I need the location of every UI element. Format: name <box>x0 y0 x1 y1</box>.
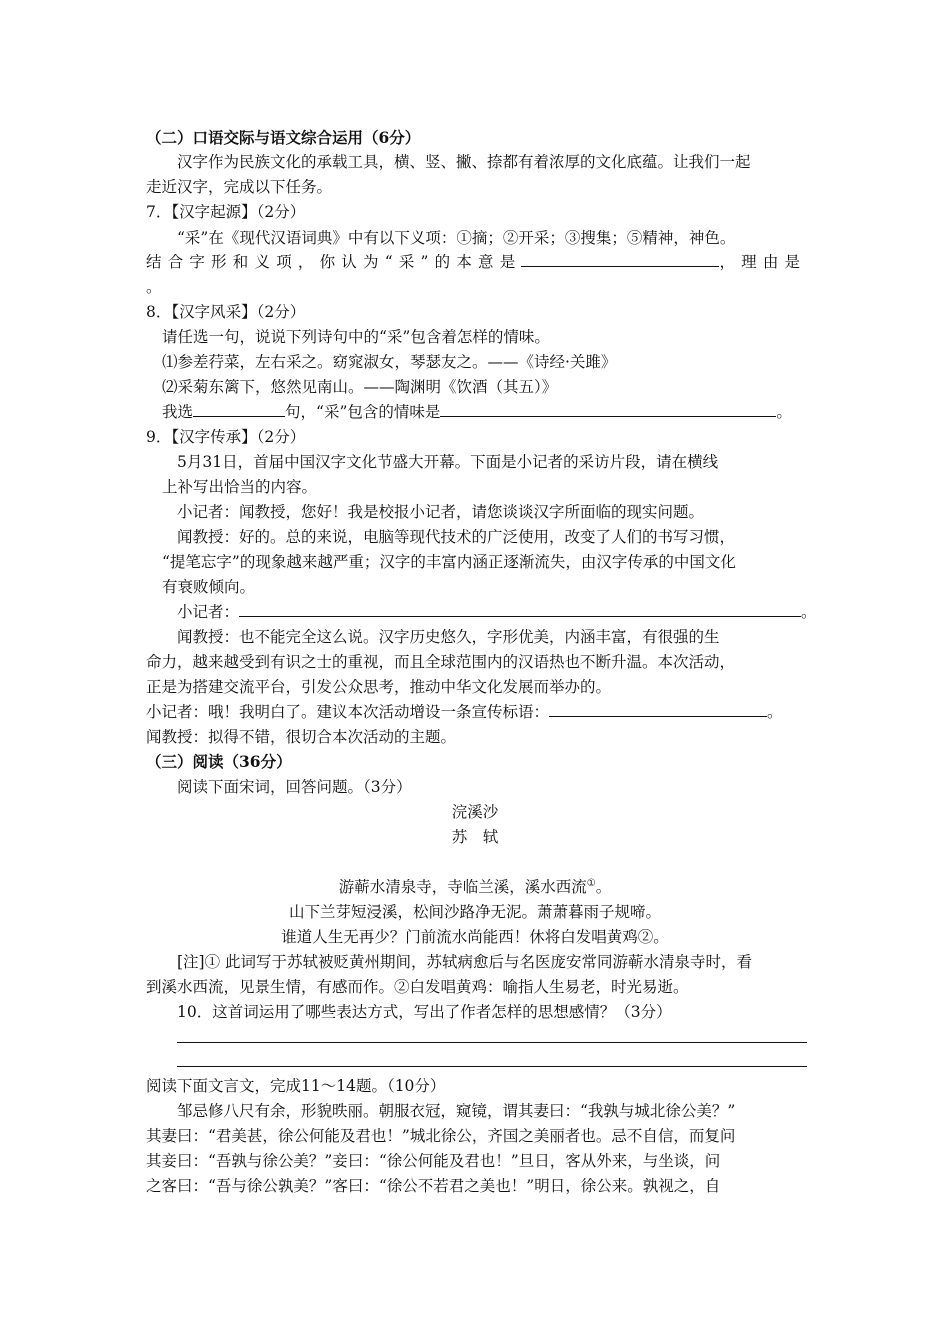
paragraph-line: 走近汉字，完成以下任务。 <box>146 178 333 196</box>
poem-option: ⑴参差荇菜，左右采之。窈窕淑女，琴瑟友之。——《诗经·关雎》 <box>162 353 617 371</box>
paragraph-line: 阅读下面宋词，回答问题。（3分） <box>177 778 412 796</box>
paragraph-line: 邹忌修八尺有余，形貌昳丽。朝服衣冠，窥镜，谓其妻曰：“我孰与城北徐公美？” <box>177 1102 736 1120</box>
fill-line <box>146 252 806 272</box>
paragraph-line: 之客曰：“吾与徐公孰美？”客曰：“徐公不若君之美也！”明日，徐公来。孰视之，自 <box>146 1177 721 1195</box>
answer-blank[interactable] <box>521 252 719 267</box>
paragraph-line: 其妻曰：“君美甚，徐公何能及君也！”城北徐公，齐国之美丽者也。忌不自信，而复问 <box>146 1127 736 1145</box>
fill-text: 。 <box>776 403 792 421</box>
footnote-marker: ① <box>586 877 596 889</box>
dialogue-line: 闻教授：好的。总的来说，电脑等现代技术的广泛使用，改变了人们的书写习惯， <box>177 528 736 546</box>
paragraph-line: 上补写出恰当的内容。 <box>162 478 318 496</box>
fill-text: 小记者： <box>177 603 240 621</box>
question-title: 9．【汉字传承】（2分） <box>146 428 306 446</box>
answer-line[interactable] <box>177 1042 807 1043</box>
poem-text: 。 <box>595 878 612 896</box>
fill-line <box>146 702 783 722</box>
paragraph-line: “采”在《现代汉语词典》中有以下义项：①摘；②开采；③搜集；⑤精神，神色。 <box>177 229 736 247</box>
fill-line <box>177 602 817 622</box>
dialogue-line: 有衰败倾向。 <box>162 578 256 596</box>
fill-text: 。 <box>767 703 783 721</box>
fill-text: 小记者：哦！我明白了。建议本次活动增设一条宣传标语： <box>146 703 550 721</box>
section-heading: （三）阅读（36分） <box>146 752 292 771</box>
fill-text: 。 <box>801 603 817 621</box>
fill-text: ，理由是 <box>719 253 807 271</box>
dialogue-line: 闻教授：也不能完全这么说。汉字历史悠久，字形优美，内涵丰富，有很强的生 <box>177 628 720 646</box>
fill-text: 句，“采”包含的情味是 <box>285 403 441 421</box>
question-title: 8．【汉字风采】（2分） <box>146 303 306 321</box>
poem-line: 谁道人生无再少？门前流水尚能西！休将白发唱黄鸡②。 <box>281 928 669 946</box>
question-title: 10．这首词运用了哪些表达方式，写出了作者怎样的思想感情？（3分） <box>177 1003 672 1021</box>
answer-blank[interactable] <box>440 402 776 417</box>
poem-author: 苏 轼 <box>451 828 499 846</box>
answer-blank[interactable] <box>239 602 801 617</box>
paragraph-line: 5月31日，首届中国汉字文化节盛大开幕。下面是小记者的采访片段，请在横线 <box>177 453 719 471</box>
paragraph-line: 请任选一句，说说下列诗句中的“采”包含着怎样的情味。 <box>162 328 550 346</box>
poem-line <box>0 877 950 897</box>
answer-line[interactable] <box>177 1066 807 1067</box>
note-line: [注]① 此词写于苏轼被贬黄州期间，苏轼病愈后与名医庞安常同游蕲水清泉寺时，看 <box>177 953 753 971</box>
fill-text: 结合字形和义项，你认为“采”的本意是 <box>146 253 522 271</box>
dialogue-line: “提笔忘字”的现象越来越严重；汉字的丰富内涵正逐渐流失，由汉字传承的中国文化 <box>162 553 736 571</box>
paragraph-line: 其妾曰：“吾孰与徐公美？”妾曰：“徐公何能及君也！”旦日，客从外来，与坐谈，问 <box>146 1152 721 1170</box>
poem-title: 浣溪沙 <box>451 803 499 821</box>
note-line: 到溪水西流，见景生情，有感而作。②白发唱黄鸡：喻指人生易老，时光易逝。 <box>146 978 689 996</box>
answer-blank[interactable] <box>549 702 767 717</box>
dialogue-line: 正是为搭建交流平台，引发公众思考，推动中华文化发展而举办的。 <box>146 678 612 696</box>
answer-blank[interactable] <box>193 402 285 417</box>
poem-option: ⑵采菊东篱下，悠然见南山。——陶渊明《饮酒（其五）》 <box>162 378 558 396</box>
poem-line: 山下兰芽短浸溪，松间沙路净无泥。萧萧暮雨子规啼。 <box>288 903 661 921</box>
punctuation: 。 <box>146 278 162 296</box>
paragraph-line: 阅读下面文言文，完成11～14题。（10分） <box>146 1077 446 1095</box>
poem-text: 游蕲水清泉寺，寺临兰溪，溪水西流 <box>338 878 587 896</box>
fill-line <box>162 402 792 422</box>
fill-text: 我选 <box>162 403 194 421</box>
dialogue-line: 命力，越来越受到有识之士的重视，而且全球范围内的汉语热也不断升温。本次活动， <box>146 653 736 671</box>
section-heading: （二）口语交际与语文综合运用（6分） <box>146 128 421 147</box>
dialogue-line: 小记者：闻教授，您好！我是校报小记者，请您谈谈汉字所面临的现实问题。 <box>177 503 705 521</box>
paragraph-line: 汉字作为民族文化的承载工具，横、竖、撇、捺都有着浓厚的文化底蕴。让我们一起 <box>177 153 751 171</box>
dialogue-line: 闻教授：拟得不错，很切合本次活动的主题。 <box>146 728 457 746</box>
question-title: 7．【汉字起源】（2分） <box>146 203 306 221</box>
